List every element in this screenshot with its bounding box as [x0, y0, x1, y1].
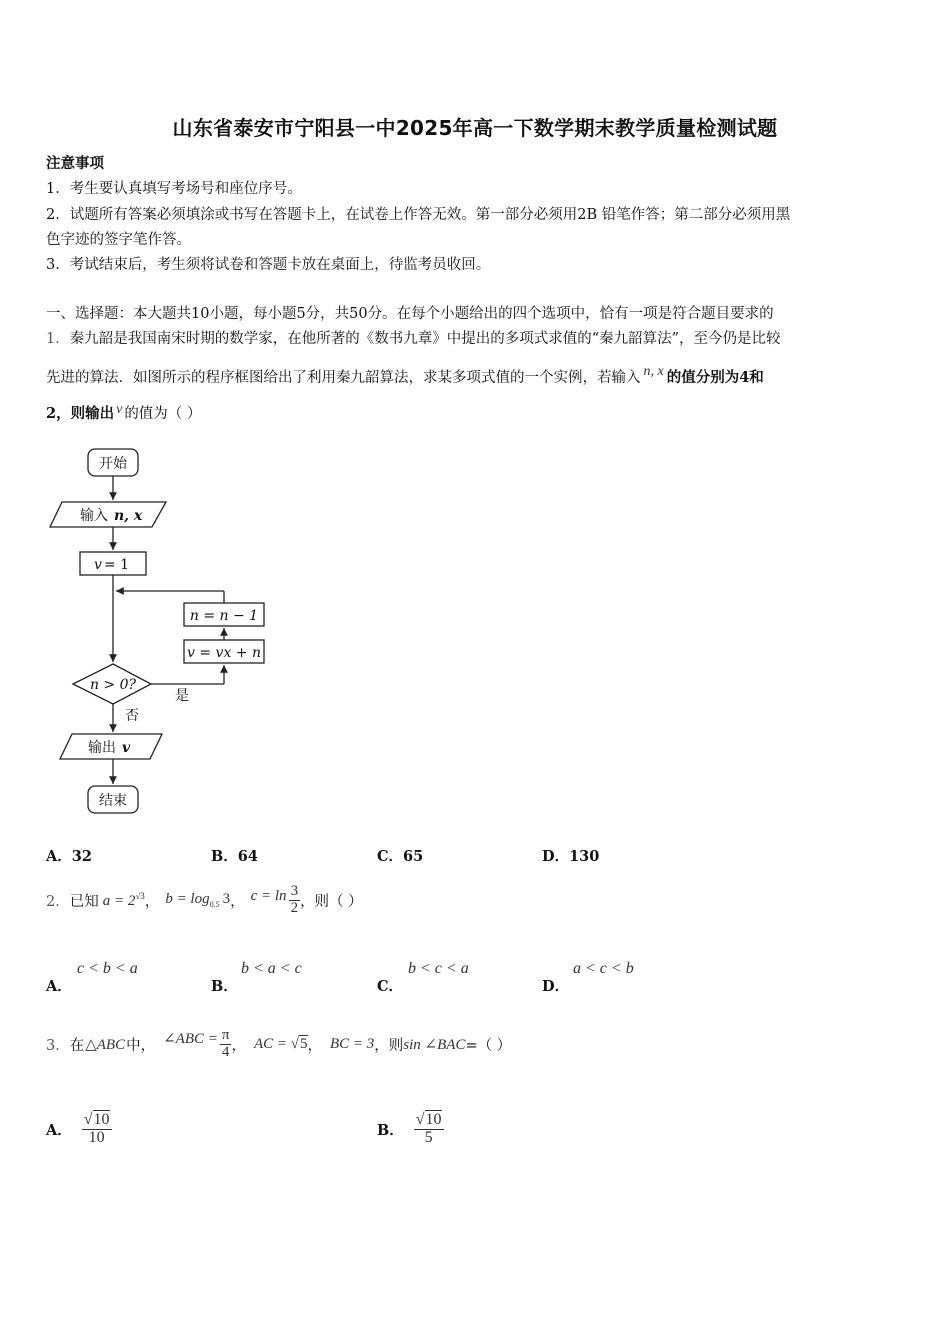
separator: ，: [230, 893, 245, 910]
option-label: A．: [46, 978, 72, 995]
flowchart-init-eq: = 1: [104, 557, 130, 573]
question-text: 秦九韶是我国南宋时期的数学家，在他所著的《数书九章》中提出的多项式求值的“秦九韶算法”，至今仍是比较: [69, 331, 781, 347]
question-text: 的值分别为4和: [666, 369, 764, 386]
option-a[interactable]: [46, 1103, 112, 1155]
question-1-line3: [46, 402, 201, 423]
option-label: C．: [377, 848, 404, 865]
math-angle: ∠ABC =: [163, 1030, 218, 1047]
question-2: [46, 878, 363, 922]
flowchart-input: [50, 502, 166, 527]
option-label: D．: [542, 848, 570, 865]
option-value: 64: [237, 848, 258, 865]
question-number: 1．: [46, 331, 70, 347]
notice-item: 2．试题所有答案必须填涂或书写在答题卡上，在试卷上作答无效。第一部分必须用2B 铅笔作答；第二部分必须用黑: [46, 207, 791, 223]
option-b[interactable]: [377, 1103, 444, 1155]
math-c: c = ln: [250, 887, 287, 904]
option-value: b < a < c: [241, 960, 302, 977]
question-text: 的值为（ ）: [124, 406, 202, 422]
question-text: 中，: [126, 1037, 156, 1054]
question-text: =（ ）: [465, 1037, 512, 1054]
option-b[interactable]: [211, 845, 258, 866]
notice-heading: 注意事项: [46, 155, 104, 172]
separator: ，: [231, 1037, 246, 1054]
option-label: A．: [46, 848, 72, 865]
notice-item: 色字迹的签字笔作答。: [46, 232, 191, 248]
flowchart-update-v-label: v = vx + n: [187, 645, 261, 661]
option-a[interactable]: [46, 845, 92, 866]
option-c[interactable]: [377, 960, 537, 994]
option-label: C．: [377, 978, 404, 995]
option-label: B．: [211, 848, 238, 865]
flowchart-no-label: 否: [125, 708, 139, 724]
flowchart-output-label: 输出: [88, 740, 116, 756]
flowchart-init-var: v: [94, 557, 102, 573]
option-value: 65: [403, 848, 424, 865]
notice-item: 3．考试结束后，考生须将试卷和答题卡放在桌面上，待监考员收回。: [46, 257, 491, 273]
flowchart-start-label: 开始: [99, 456, 127, 472]
math-bc: BC = 3: [330, 1035, 375, 1052]
flowchart-input-vars: n, x: [114, 508, 143, 524]
separator: ，: [144, 893, 160, 910]
math-a: $a = 2^{√3}$: [102, 890, 145, 909]
option-b[interactable]: [211, 960, 371, 994]
question-text: 先进的算法．如图所示的程序框图给出了利用秦九韶算法，求某多项式值的一个实例，若输入: [46, 370, 641, 386]
option-value-fraction: $\frac{√10}{10}$: [83, 1110, 110, 1146]
math-ac: AC = √5: [253, 1035, 308, 1052]
option-d[interactable]: [542, 960, 702, 994]
option-label: D．: [542, 978, 570, 995]
flowchart-yes-label: 是: [175, 688, 189, 704]
question-text: 已知: [69, 893, 99, 910]
flowchart-update-n-label: n = n − 1: [189, 608, 259, 624]
math-variable: v: [116, 402, 123, 417]
option-value: b < c < a: [408, 960, 469, 977]
flowchart-condition-label: n > 0?: [89, 677, 137, 693]
question-1-line1: [46, 327, 781, 348]
question-1-line2: [46, 366, 764, 387]
math-c-fraction: $\frac{3}{2}$: [290, 882, 299, 916]
question-text: 2，则输出: [46, 405, 115, 422]
option-a[interactable]: [46, 960, 206, 994]
question-text: 在: [69, 1037, 85, 1054]
option-value: a < c < b: [573, 960, 634, 977]
option-c[interactable]: [377, 845, 423, 866]
flowchart-input-label: 输入: [80, 508, 108, 524]
flowchart-output-var: v: [122, 740, 131, 756]
separator: ，: [307, 1037, 322, 1054]
question-text: ，则: [374, 1037, 404, 1054]
flowchart-end-label: 结束: [99, 793, 127, 809]
option-value-fraction: $\frac{√10}{5}$: [415, 1110, 442, 1146]
page-title: 山东省泰安市宁阳县一中2025年高一下数学期末教学质量检测试题: [172, 116, 778, 140]
option-value: c < b < a: [77, 960, 138, 977]
option-value: 130: [569, 848, 600, 865]
option-d[interactable]: [542, 845, 599, 866]
option-label: A．: [46, 1121, 72, 1139]
option-label: B．: [211, 978, 238, 995]
math-angle-fraction: $\frac{\pi}{4}$: [221, 1026, 230, 1060]
question-3: [46, 1020, 511, 1068]
math-b: $b = \log_{0.5} 3$: [165, 891, 231, 909]
math-triangle: △ABC: [85, 1036, 126, 1053]
notice-item: 1．考生要认真填写考场号和座位序号。: [46, 181, 302, 197]
section-heading: 一、选择题：本大题共10小题，每小题5分，共50分。在每个小题给出的四个选项中，恰有一项是符合题目要求的: [46, 306, 774, 322]
question-text: ，则（ ）: [300, 893, 363, 910]
option-value: 32: [71, 848, 92, 865]
math-sin: sin ∠BAC: [403, 1036, 466, 1053]
option-label: B．: [377, 1121, 404, 1139]
question-number: 2．: [46, 893, 70, 910]
flowchart: [40, 440, 300, 825]
math-variable: n, x: [643, 364, 664, 379]
question-number: 3．: [46, 1037, 70, 1054]
